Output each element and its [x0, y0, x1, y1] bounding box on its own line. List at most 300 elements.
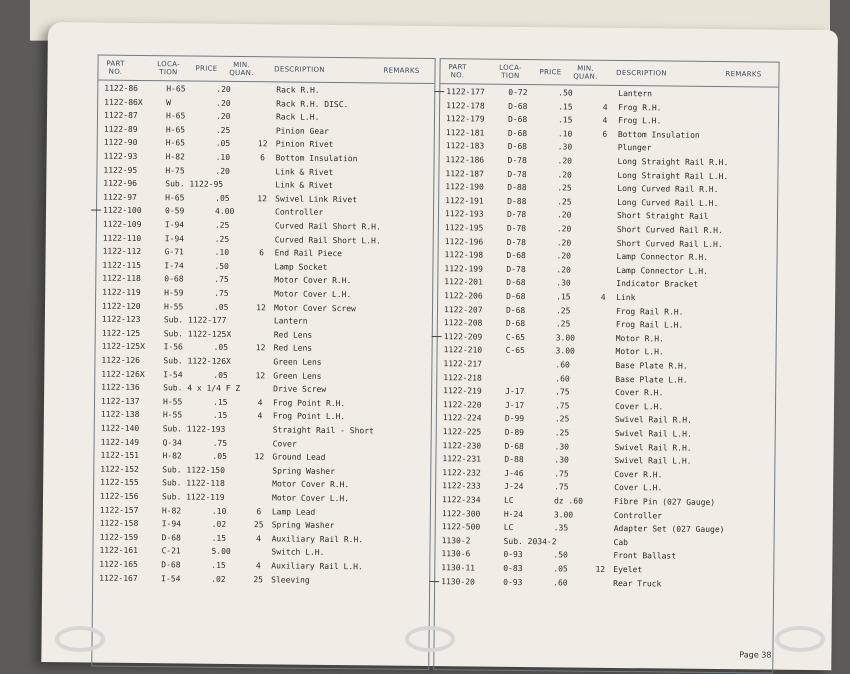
part-description: Link & Rivet	[275, 165, 435, 180]
part-location: D-68	[161, 558, 209, 572]
part-description: Straight Rail - Short	[273, 423, 433, 438]
part-number: 1122-86X	[104, 95, 164, 109]
min-quantity: 4	[251, 396, 269, 409]
part-description: Frog Rail R.H.	[616, 305, 776, 320]
part-location: H-65	[166, 109, 214, 123]
part-description: Green Lens	[273, 355, 433, 370]
part-price: .25	[556, 318, 590, 331]
left-table-header	[98, 56, 434, 85]
part-number: 1122-183	[446, 140, 506, 154]
part-location: D-68	[162, 531, 210, 545]
part-location: I-94	[162, 517, 210, 531]
part-location: H-65	[165, 191, 213, 205]
part-price: .15	[212, 532, 246, 545]
part-location: LC	[504, 494, 552, 508]
part-price: .75	[555, 386, 589, 399]
part-location: I-54	[161, 572, 209, 586]
part-description: Spring Washer	[272, 519, 432, 534]
part-description: Short Curved Rail L.H.	[617, 237, 777, 252]
part-location: Sub. 1122-193	[163, 422, 211, 436]
part-number: 1122-179	[446, 112, 506, 126]
min-quantity: 4	[594, 291, 612, 304]
part-price: .60	[555, 372, 589, 385]
part-number: 1122-224	[443, 412, 503, 426]
min-quantity: 4	[249, 559, 267, 572]
part-price: .25	[215, 232, 249, 245]
part-description: Motor Cover Screw	[274, 301, 434, 316]
part-number: 1122-115	[102, 258, 162, 272]
part-number: 1122-231	[442, 452, 502, 466]
part-number: 1122-219	[443, 384, 503, 398]
binder-ring	[405, 626, 455, 652]
part-location: D-78	[507, 222, 555, 236]
min-quantity: 25	[250, 518, 268, 531]
part-price: .20	[215, 164, 249, 177]
min-quantity: 25	[249, 573, 267, 586]
part-price: .25	[215, 219, 249, 232]
part-description: Short Straight Rail	[617, 209, 777, 224]
part-number: 1122-118	[102, 272, 162, 286]
min-quantity: 12	[252, 301, 270, 314]
part-number: 1122-165	[99, 558, 159, 572]
part-price: 3.00	[556, 331, 590, 344]
part-location: D-68	[508, 140, 556, 154]
part-price: .02	[212, 518, 246, 531]
part-description: Frog R.H.	[618, 101, 778, 116]
part-number: 1122-161	[99, 544, 159, 558]
min-quantity: 12	[591, 563, 609, 576]
part-location: H-65	[166, 137, 214, 151]
part-price: .60	[553, 576, 587, 589]
part-description: Cover	[273, 437, 433, 452]
part-location: D-99	[505, 412, 553, 426]
part-location: I-94	[165, 232, 213, 246]
part-number: 1122-181	[446, 126, 506, 140]
part-location: G-71	[165, 245, 213, 259]
part-number: 1122-177	[446, 85, 506, 99]
part-number: 1122-112	[103, 245, 163, 259]
part-description: Rack R.H. DISC.	[276, 97, 436, 112]
part-price: .05	[216, 137, 250, 150]
part-price: .02	[211, 572, 245, 585]
part-location: I-94	[165, 218, 213, 232]
part-number: 1122-190	[445, 180, 505, 194]
check-mark	[429, 581, 439, 582]
part-number: 1122-125X	[102, 340, 162, 354]
part-location: J-17	[505, 385, 553, 399]
part-price: .75	[214, 287, 248, 300]
part-location: H-65	[166, 82, 214, 96]
min-quantity: 6	[250, 505, 268, 518]
part-price: .20	[216, 83, 250, 96]
part-price: .15	[213, 396, 247, 409]
part-price: .10	[212, 504, 246, 517]
part-location: C-65	[506, 344, 554, 358]
part-price: .35	[554, 522, 588, 535]
part-location: D-68	[506, 290, 554, 304]
part-description: Rack L.H.	[276, 111, 436, 126]
part-location: H-82	[162, 449, 210, 463]
part-description: Bottom Insulation	[618, 128, 778, 143]
part-number: 1122-90	[104, 136, 164, 150]
part-location: I-56	[164, 341, 212, 355]
min-quantity: 12	[250, 450, 268, 463]
part-price: .05	[215, 192, 249, 205]
part-location: 0-72	[508, 86, 556, 100]
header-remarks: REMARKS	[376, 66, 426, 75]
part-number: 1122-208	[444, 316, 504, 330]
part-number: 1122-201	[444, 276, 504, 290]
part-description: Curved Rail Short L.H.	[275, 233, 435, 248]
part-number: 1122-196	[445, 235, 505, 249]
part-location: D-88	[507, 181, 555, 195]
part-description: Cover R.H.	[614, 468, 774, 483]
part-number: 1122-110	[103, 231, 163, 245]
part-description: Base Plate L.H.	[615, 373, 775, 388]
part-location: D-68	[508, 99, 556, 113]
part-number: 1122-210	[444, 344, 504, 358]
part-number: 1122-207	[444, 303, 504, 317]
part-price: .10	[558, 127, 592, 140]
part-price: .20	[557, 236, 591, 249]
part-description: Cab	[614, 536, 774, 551]
part-number: 1122-186	[446, 153, 506, 167]
part-location: I-74	[164, 259, 212, 273]
part-number: 1122-187	[445, 167, 505, 181]
min-quantity: 12	[254, 138, 272, 151]
part-location: D-78	[507, 208, 555, 222]
part-number: 1122-218	[443, 371, 503, 385]
part-description: Lamp Connector R.H.	[617, 250, 777, 265]
part-description: Link & Rivet	[275, 179, 435, 194]
part-location: H-75	[165, 164, 213, 178]
part-location: D-68	[506, 317, 554, 331]
part-price: .25	[216, 124, 250, 137]
part-description: Motor Cover R.H.	[274, 274, 434, 289]
part-location: Sub. 4 x 1/4 F Z	[163, 381, 211, 395]
part-description: Spring Washer	[272, 464, 432, 479]
part-number: 1130-2	[442, 534, 502, 548]
part-number: 1122-198	[445, 248, 505, 262]
part-description: Curved Rail Short R.H.	[275, 219, 435, 234]
part-description: Swivel Rail R.H.	[615, 413, 775, 428]
part-number: 1122-126X	[101, 367, 161, 381]
part-number: 1122-152	[100, 462, 160, 476]
part-number: 1122-100	[103, 204, 163, 218]
part-location: 0-93	[503, 575, 551, 589]
part-description: Frog L.H.	[618, 114, 778, 129]
part-description: Swivel Link Rivet	[275, 192, 435, 207]
part-number: 1122-136	[101, 381, 161, 395]
check-mark	[432, 336, 442, 337]
part-description: Auxiliary Rail R.H.	[272, 532, 432, 547]
part-price: .50	[214, 260, 248, 273]
part-location: Q-34	[163, 436, 211, 450]
part-price: .50	[553, 549, 587, 562]
part-location: D-78	[507, 235, 555, 249]
part-location: Sub. 1122-177	[164, 313, 212, 327]
part-description: Long Curved Rail R.H.	[617, 182, 777, 197]
part-number: 1122-167	[99, 571, 159, 585]
part-number: 1130-11	[441, 561, 501, 575]
part-location: D-68	[505, 439, 553, 453]
min-quantity: 6	[596, 128, 614, 141]
header-description: DESCRIPTION	[264, 65, 334, 74]
part-price: .25	[557, 195, 591, 208]
part-number: 1122-86	[104, 82, 164, 96]
part-number: 1122-209	[444, 330, 504, 344]
part-price: .15	[558, 114, 592, 127]
part-price: .05	[212, 450, 246, 463]
part-location: H-65	[166, 123, 214, 137]
part-description: Ground Lead	[272, 451, 432, 466]
part-price: .30	[558, 141, 592, 154]
part-location	[506, 358, 554, 359]
part-description: Long Straight Rail R.H.	[618, 155, 778, 170]
part-number: 1122-158	[100, 517, 160, 531]
part-description: End Rail Piece	[275, 247, 435, 262]
part-price: .05	[213, 368, 247, 381]
header-part-no: PART NO.	[444, 63, 470, 79]
part-location: H-59	[164, 286, 212, 300]
part-number: 1122-217	[443, 357, 503, 371]
part-price: 5.00	[211, 545, 245, 558]
part-location: J-46	[504, 467, 552, 481]
part-price: .15	[213, 409, 247, 422]
part-location: C-65	[506, 331, 554, 345]
part-description: Lantern	[274, 315, 434, 330]
part-number: 1122-191	[445, 194, 505, 208]
part-number: 1122-157	[100, 503, 160, 517]
part-location: J-17	[505, 399, 553, 413]
binder-ring	[775, 626, 825, 652]
part-price: .20	[557, 168, 591, 181]
part-location: H-55	[164, 300, 212, 314]
part-number: 1122-120	[102, 299, 162, 313]
left-parts-table	[91, 55, 435, 671]
part-location: 0-59	[165, 205, 213, 219]
part-location: J-24	[504, 480, 552, 494]
part-description: Motor Cover R.H.	[272, 478, 432, 493]
part-description: Swivel Rail L.H.	[614, 454, 774, 469]
part-location: LC	[504, 521, 552, 535]
part-description: Rear Truck	[613, 577, 773, 592]
part-price: 4.00	[215, 205, 249, 218]
part-price: .75	[554, 481, 588, 494]
binder-ring	[55, 626, 105, 652]
part-price: .10	[216, 151, 250, 164]
part-location	[505, 371, 553, 372]
part-number: 1122-126	[101, 354, 161, 368]
part-description: Cover L.H.	[615, 400, 775, 415]
part-location: Sub. 1122-125X	[164, 327, 212, 341]
part-location: H-82	[162, 504, 210, 518]
part-location: D-68	[506, 276, 554, 290]
part-description: Eyelet	[613, 563, 773, 578]
part-location: D-89	[505, 426, 553, 440]
part-price: .25	[555, 413, 589, 426]
part-price: .25	[556, 304, 590, 317]
part-location: Sub. 1122-118	[162, 477, 210, 491]
right-parts-table	[433, 58, 779, 674]
min-quantity: 4	[596, 114, 614, 127]
part-price: .20	[558, 154, 592, 167]
min-quantity: 6	[254, 151, 272, 164]
header-location: LOCA- TION	[496, 64, 524, 80]
part-price: .25	[555, 426, 589, 439]
part-location: C-21	[161, 545, 209, 559]
part-price: 3.00	[556, 345, 590, 358]
part-location: Sub. 1122-95	[165, 177, 213, 191]
part-price: .20	[557, 209, 591, 222]
part-location: D-78	[508, 154, 556, 168]
part-description: Plunger	[618, 141, 778, 156]
min-quantity: 12	[251, 369, 269, 382]
header-location: LOCA- TION	[154, 60, 182, 76]
part-description: Cover R.H.	[615, 386, 775, 401]
header-part-no: PART NO.	[102, 60, 128, 76]
part-number: 1122-97	[103, 190, 163, 204]
part-price: .50	[558, 86, 592, 99]
part-description: Controller	[275, 206, 435, 221]
part-description: Motor Cover L.H.	[272, 491, 432, 506]
part-number: 1122-159	[100, 530, 160, 544]
part-location: D-78	[507, 167, 555, 181]
part-number: 1122-230	[443, 439, 503, 453]
part-description: Controller	[614, 509, 774, 524]
part-number: 1122-109	[103, 218, 163, 232]
part-description: Base Plate R.H.	[615, 359, 775, 374]
part-location: 0-68	[164, 273, 212, 287]
part-description: Pinion Gear	[276, 124, 436, 139]
part-number: 1122-137	[101, 394, 161, 408]
part-price: .20	[557, 250, 591, 263]
table-row	[99, 571, 425, 587]
part-description: Frog Point R.H.	[273, 396, 433, 411]
part-location: D-88	[504, 453, 552, 467]
part-description: Cover L.H.	[614, 481, 774, 496]
min-quantity: 12	[252, 342, 270, 355]
part-description: Long Straight Rail L.H.	[617, 169, 777, 184]
min-quantity: 4	[250, 532, 268, 545]
part-description: Lamp Socket	[274, 260, 434, 275]
part-location: H-55	[163, 409, 211, 423]
part-price: .15	[211, 559, 245, 572]
header-price: PRICE	[192, 65, 220, 73]
part-price: dz .60	[554, 494, 588, 507]
part-number: 1122-233	[442, 480, 502, 494]
part-price: .25	[557, 182, 591, 195]
part-number: 1122-93	[104, 150, 164, 164]
part-description: Short Curved Rail R.H.	[617, 223, 777, 238]
part-number: 1122-225	[443, 425, 503, 439]
part-number: 1122-206	[444, 289, 504, 303]
part-number: 1122-300	[442, 507, 502, 521]
part-price: .15	[558, 100, 592, 113]
part-description: Auxiliary Rail L.H.	[271, 559, 431, 574]
part-number: 1122-234	[442, 493, 502, 507]
part-price: .75	[554, 467, 588, 480]
part-location: Sub. 1122-126X	[163, 354, 211, 368]
part-price: .30	[554, 454, 588, 467]
part-description: Front Ballast	[613, 549, 773, 564]
part-number: 1130-20	[441, 575, 501, 589]
part-number: 1122-125	[102, 326, 162, 340]
part-number: 1122-156	[100, 490, 160, 504]
part-price: .75	[214, 273, 248, 286]
header-min-quan: MIN. QUAN.	[572, 64, 598, 80]
part-location: D-68	[508, 127, 556, 141]
part-description: Lamp Lead	[272, 505, 432, 520]
part-description: Rack R.H.	[276, 83, 436, 98]
part-price: .30	[556, 277, 590, 290]
part-price: .05	[214, 341, 248, 354]
part-price: .20	[216, 96, 250, 109]
part-description: Green Lens	[273, 369, 433, 384]
part-number: 1122-140	[101, 422, 161, 436]
part-number: 1122-95	[103, 163, 163, 177]
part-description: Drive Screw	[273, 383, 433, 398]
part-description: Motor Cover L.H.	[274, 287, 434, 302]
check-mark	[434, 91, 444, 92]
part-number: 1122-138	[101, 408, 161, 422]
part-location: Sub. 2034-2	[504, 535, 552, 549]
part-description: Motor L.H.	[616, 345, 776, 360]
part-description: Red Lens	[274, 342, 434, 357]
header-min-quan: MIN. QUAN.	[228, 61, 254, 77]
part-price: .30	[555, 440, 589, 453]
part-location: H-82	[166, 150, 214, 164]
part-location: D-88	[507, 195, 555, 209]
part-description: Bottom Insulation	[276, 151, 436, 166]
table-row	[441, 575, 767, 591]
part-price: 3.00	[554, 508, 588, 521]
part-location: H-24	[504, 507, 552, 521]
part-price: .05	[553, 562, 587, 575]
right-table-header	[440, 59, 778, 88]
part-description: Frog Rail L.H.	[616, 318, 776, 333]
part-location: 0-83	[503, 562, 551, 576]
part-location: D-68	[506, 303, 554, 317]
part-number: 1122-87	[104, 109, 164, 123]
part-description: Fibre Pin (027 Gauge)	[614, 495, 774, 510]
part-description: Indicator Bracket	[616, 277, 776, 292]
part-number: 1122-123	[102, 313, 162, 327]
header-remarks: REMARKS	[718, 70, 768, 79]
header-description: DESCRIPTION	[606, 69, 676, 78]
part-number: 1122-220	[443, 398, 503, 412]
part-price: .60	[555, 358, 589, 371]
part-number: 1122-155	[100, 476, 160, 490]
part-price: .20	[216, 110, 250, 123]
part-description: Pinion Rivet	[276, 138, 436, 153]
part-location: I-54	[163, 368, 211, 382]
part-price: .15	[556, 290, 590, 303]
part-price: .75	[213, 436, 247, 449]
part-price: .75	[555, 399, 589, 412]
part-description: Sleeving	[271, 573, 431, 588]
part-price: .20	[556, 263, 590, 276]
min-quantity: 12	[253, 192, 271, 205]
min-quantity: 6	[253, 246, 271, 259]
part-price: .05	[214, 300, 248, 313]
part-description: Adapter Set (027 Gauge)	[614, 522, 774, 537]
part-number: 1122-96	[103, 177, 163, 191]
part-number: 1122-178	[446, 99, 506, 113]
part-number: 1122-500	[442, 520, 502, 534]
part-description: Switch L.H.	[271, 546, 431, 561]
part-description: Motor R.H.	[616, 332, 776, 347]
